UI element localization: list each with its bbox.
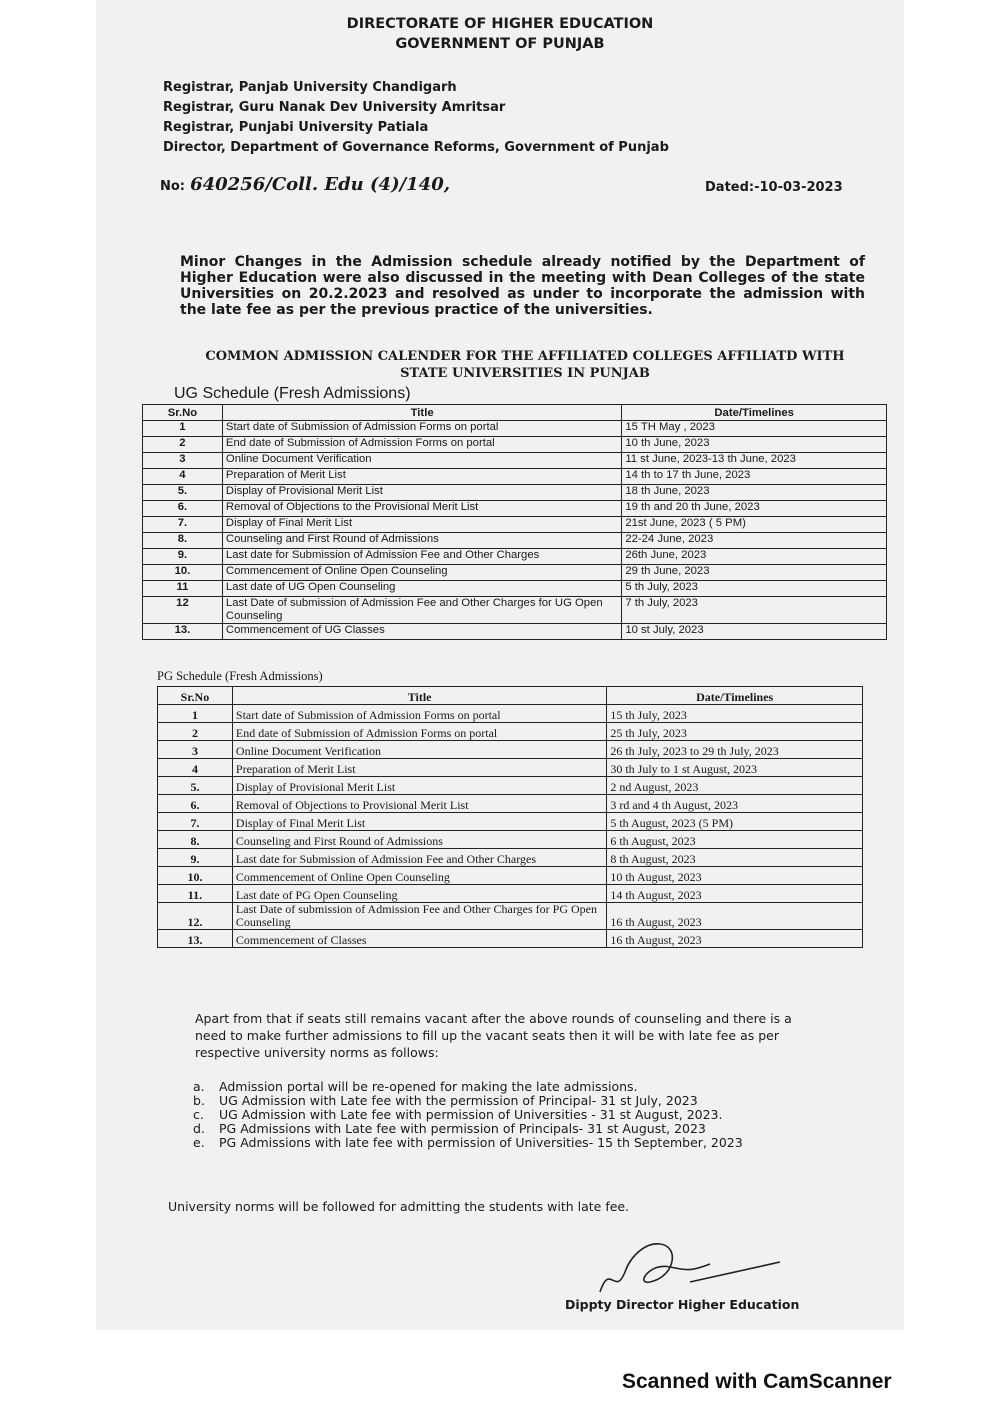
table-row [143, 469, 887, 485]
reference-number-label: No: [160, 179, 186, 194]
cell-title: Commencement of Online Open Counseling [232, 867, 606, 885]
cell-title: Removal of Objections to the Provisional Merit List [222, 501, 621, 517]
reference-number [160, 174, 450, 195]
list-item [193, 1094, 813, 1108]
cell-sr-no: 12 [143, 597, 223, 624]
list-item [193, 1108, 813, 1122]
cell-title: Last date of PG Open Counseling [232, 885, 606, 903]
cell-title: Last Date of submission of Admission Fee and Other Charges for PG Open Counseling [232, 903, 606, 930]
cell-title: Last date for Submission of Admission Fee and Other Charges [232, 849, 606, 867]
list-marker: d. [193, 1121, 205, 1136]
cell-sr-no: 6. [158, 795, 233, 813]
table-row [158, 930, 863, 948]
header-line-1: DIRECTORATE OF HIGHER EDUCATION [346, 16, 654, 32]
table-row [158, 777, 863, 795]
reference-number-value: 640256/Coll. Edu (4)/140, [190, 174, 451, 195]
table-row [158, 831, 863, 849]
calendar-title [165, 348, 885, 382]
cell-title: Last date for Submission of Admission Fee and Other Charges [222, 549, 621, 565]
cell-sr-no: 11. [158, 885, 233, 903]
cell-date: 18 th June, 2023 [622, 485, 887, 501]
cell-sr-no: 6. [143, 501, 223, 517]
table-header-row [143, 405, 887, 421]
cell-date: 19 th and 20 th June, 2023 [622, 501, 887, 517]
addressee-line: Registrar, Panjab University Chandigarh [163, 80, 457, 95]
cell-title: Commencement of UG Classes [222, 624, 621, 640]
table-row [158, 705, 863, 723]
cell-date: 10 st July, 2023 [622, 624, 887, 640]
cell-sr-no: 4 [143, 469, 223, 485]
list-text: PG Admissions with Late fee with permission of Principals- 31 st August, 2023 [219, 1121, 706, 1136]
cell-title: Counseling and First Round of Admissions [222, 533, 621, 549]
vacant-seats-paragraph: Apart from that if seats still remains vacant after the above rounds of counseling and there is a need to make further admissions to fill up the vacant seats then it will be with late fee as per respective university norms as follows: [195, 1011, 792, 1060]
list-text: PG Admissions with late fee with permission of Universities- 15 th September, 2023 [219, 1135, 743, 1150]
table-row [158, 813, 863, 831]
cell-sr-no: 2 [158, 723, 233, 741]
cell-date: 15 th July, 2023 [607, 705, 863, 723]
addressee-line: Registrar, Punjabi University Patiala [163, 120, 429, 135]
cell-sr-no: 5. [158, 777, 233, 795]
cell-date: 30 th July to 1 st August, 2023 [607, 759, 863, 777]
cell-sr-no: 8. [158, 831, 233, 849]
table-row [143, 565, 887, 581]
closing-note: University norms will be followed for admitting the students with late fee. [168, 1199, 630, 1214]
cell-title: Counseling and First Round of Admissions [232, 831, 606, 849]
list-item [193, 1136, 813, 1150]
table-row [158, 759, 863, 777]
cell-date: 11 st June, 2023-13 th June, 2023 [622, 453, 887, 469]
cell-title: Start date of Submission of Admission Forms on portal [222, 421, 621, 437]
calendar-title-line-1: COMMON ADMISSION CALENDER FOR THE AFFILIATED COLLEGES AFFILIATD WITH [205, 349, 845, 364]
cell-sr-no: 5. [143, 485, 223, 501]
list-text: Admission portal will be re-opened for making the late admissions. [219, 1079, 638, 1094]
table-row [143, 624, 887, 640]
table-row [143, 501, 887, 517]
cell-title: Display of Provisional Merit List [232, 777, 606, 795]
cell-sr-no: 3 [143, 453, 223, 469]
pg-schedule-table [157, 686, 863, 948]
table-row [143, 421, 887, 437]
cell-sr-no: 7. [143, 517, 223, 533]
list-marker: c. [193, 1107, 204, 1122]
list-item [193, 1122, 813, 1136]
cell-date: 16 th August, 2023 [607, 930, 863, 948]
cell-sr-no: 10. [158, 867, 233, 885]
cell-date: 16 th August, 2023 [607, 903, 863, 930]
cell-title: End date of Submission of Admission Forms on portal [222, 437, 621, 453]
cell-date: 8 th August, 2023 [607, 849, 863, 867]
cell-date: 7 th July, 2023 [622, 597, 887, 624]
cell-sr-no: 9. [158, 849, 233, 867]
cell-title: Preparation of Merit List [232, 759, 606, 777]
cell-title: Commencement of Online Open Counseling [222, 565, 621, 581]
cell-date: 10 th August, 2023 [607, 867, 863, 885]
cell-title: Commencement of Classes [232, 930, 606, 948]
table-row [158, 867, 863, 885]
list-item [193, 1080, 813, 1094]
cell-date: 21st June, 2023 ( 5 PM) [622, 517, 887, 533]
cell-sr-no: 2 [143, 437, 223, 453]
cell-title: Removal of Objections to Provisional Merit List [232, 795, 606, 813]
cell-title: End date of Submission of Admission Forms on portal [232, 723, 606, 741]
table-row [143, 597, 887, 624]
column-header-title: Title [222, 405, 621, 421]
cell-date: 10 th June, 2023 [622, 437, 887, 453]
table-row [143, 437, 887, 453]
table-row [143, 533, 887, 549]
column-header-date: Date/Timelines [607, 687, 863, 705]
cell-title: Display of Final Merit List [222, 517, 621, 533]
camscanner-watermark: Scanned with CamScanner [622, 1370, 892, 1393]
cell-sr-no: 8. [143, 533, 223, 549]
table-row [158, 795, 863, 813]
list-text: UG Admission with Late fee with permission of Universities - 31 st August, 2023. [219, 1107, 723, 1122]
cell-date: 22-24 June, 2023 [622, 533, 887, 549]
cell-sr-no: 11 [143, 581, 223, 597]
pg-table-body [158, 705, 863, 948]
cell-sr-no: 1 [158, 705, 233, 723]
column-header-title: Title [232, 687, 606, 705]
table-row [158, 741, 863, 759]
list-marker: b. [193, 1093, 205, 1108]
intro-paragraph: Minor Changes in the Admission schedule already notified by the Department of Higher Education were also discussed in the meeting with Dean Colleges of the state Universities on 20.2.2023 and resolved as under to incorporate the admission with the late fee as per the previous practice of the universities. [180, 254, 865, 318]
cell-sr-no: 12. [158, 903, 233, 930]
cell-date: 2 nd August, 2023 [607, 777, 863, 795]
cell-sr-no: 3 [158, 741, 233, 759]
table-row [158, 885, 863, 903]
ug-schedule-heading: UG Schedule (Fresh Admissions) [174, 385, 411, 402]
cell-title: Last Date of submission of Admission Fee and Other Charges for UG Open Counseling [222, 597, 621, 624]
table-row [143, 517, 887, 533]
cell-sr-no: 9. [143, 549, 223, 565]
cell-title: Start date of Submission of Admission Forms on portal [232, 705, 606, 723]
table-row [143, 453, 887, 469]
list-text: UG Admission with Late fee with the permission of Principal- 31 st July, 2023 [219, 1093, 698, 1108]
cell-sr-no: 1 [143, 421, 223, 437]
table-row [158, 723, 863, 741]
table-row [143, 485, 887, 501]
cell-sr-no: 7. [158, 813, 233, 831]
cell-title: Online Document Verification [232, 741, 606, 759]
cell-date: 14 th to 17 th June, 2023 [622, 469, 887, 485]
ug-schedule-table [142, 404, 887, 640]
pg-schedule-heading: PG Schedule (Fresh Admissions) [157, 669, 323, 683]
cell-sr-no: 4 [158, 759, 233, 777]
table-row [158, 903, 863, 930]
list-marker: a. [193, 1079, 205, 1094]
cell-title: Preparation of Merit List [222, 469, 621, 485]
cell-date: 6 th August, 2023 [607, 831, 863, 849]
cell-title: Last date of UG Open Counseling [222, 581, 621, 597]
table-row [143, 581, 887, 597]
cell-date: 25 th July, 2023 [607, 723, 863, 741]
cell-sr-no: 13. [143, 624, 223, 640]
signatory-designation: Dippty Director Higher Education [565, 1297, 800, 1312]
cell-date: 26th June, 2023 [622, 549, 887, 565]
table-header-row [158, 687, 863, 705]
cell-date: 15 TH May , 2023 [622, 421, 887, 437]
late-fee-list [193, 1080, 813, 1150]
cell-title: Display of Final Merit List [232, 813, 606, 831]
ug-table-body [143, 421, 887, 640]
dated-label: Dated:-10-03-2023 [705, 180, 843, 195]
table-row [143, 549, 887, 565]
cell-date: 29 th June, 2023 [622, 565, 887, 581]
cell-sr-no: 10. [143, 565, 223, 581]
cell-date: 14 th August, 2023 [607, 885, 863, 903]
cell-date: 26 th July, 2023 to 29 th July, 2023 [607, 741, 863, 759]
cell-title: Display of Provisional Merit List [222, 485, 621, 501]
cell-date: 3 rd and 4 th August, 2023 [607, 795, 863, 813]
addressee-line: Registrar, Guru Nanak Dev University Amritsar [163, 100, 506, 115]
cell-date: 5 th July, 2023 [622, 581, 887, 597]
cell-sr-no: 13. [158, 930, 233, 948]
addressee-block [163, 78, 723, 158]
table-row [158, 849, 863, 867]
addressee-line: Director, Department of Governance Reforms, Government of Punjab [163, 140, 669, 155]
column-header-sr-no: Sr.No [158, 687, 233, 705]
column-header-date: Date/Timelines [622, 405, 887, 421]
calendar-title-line-2: STATE UNIVERSITIES IN PUNJAB [400, 366, 650, 381]
list-marker: e. [193, 1135, 205, 1150]
header-line-2: GOVERNMENT OF PUNJAB [395, 36, 605, 52]
column-header-sr-no: Sr.No [143, 405, 223, 421]
cell-title: Online Document Verification [222, 453, 621, 469]
cell-date: 5 th August, 2023 (5 PM) [607, 813, 863, 831]
